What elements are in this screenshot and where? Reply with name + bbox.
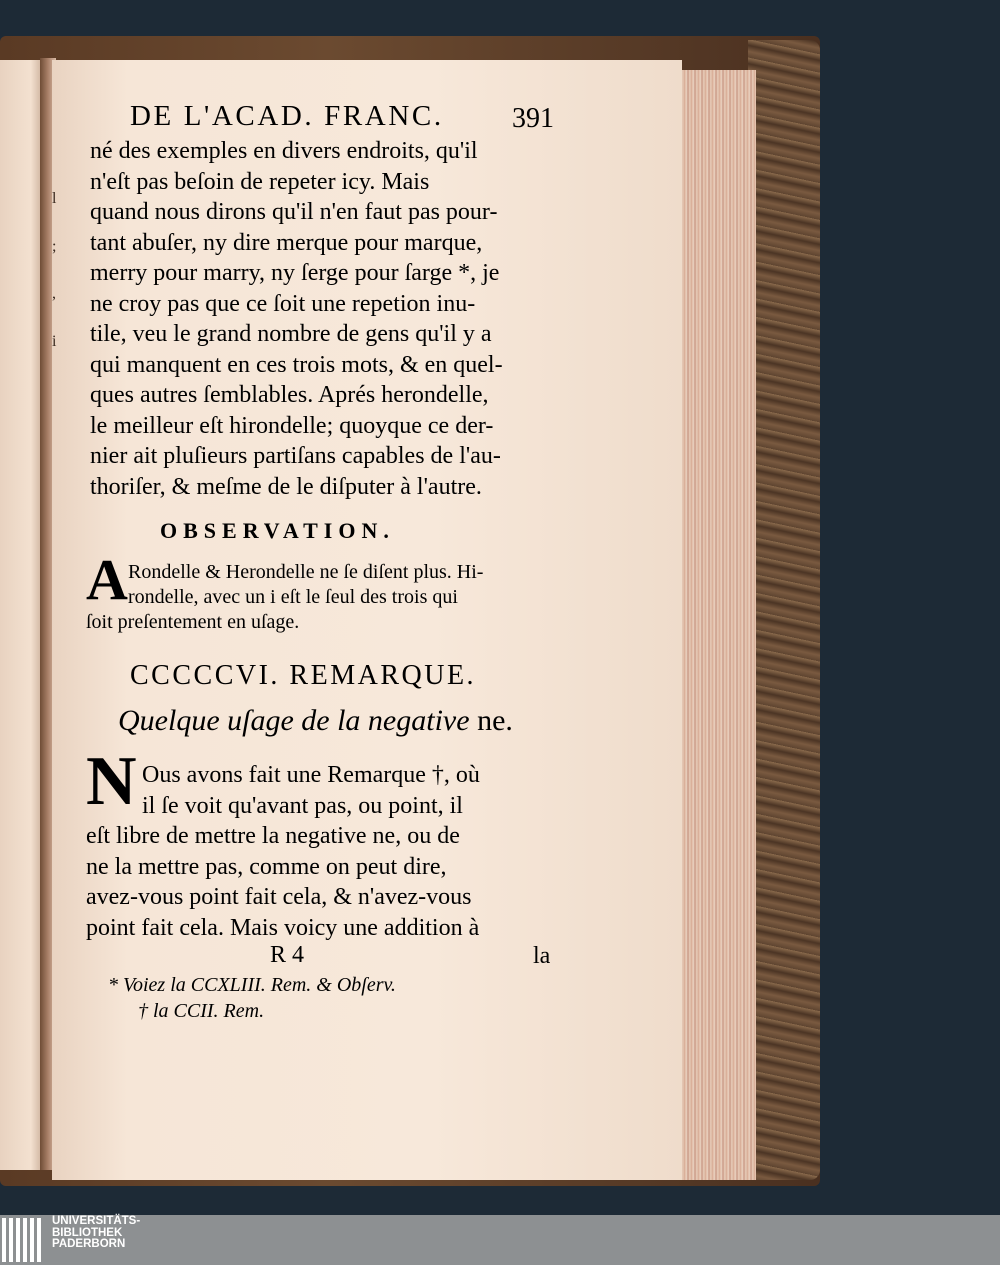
text-line: Rondelle & Herondelle ne ſe diſent plus. Hi- [128,561,484,583]
remark-title: CCCCCVI. REMARQUE. [130,660,477,691]
text-line: qui manquent en ces trois mots, & en quel- [90,351,503,378]
library-name-line: UNIVERSITÄTS- [52,1215,141,1227]
running-head: DE L'ACAD. FRANC. [130,100,444,132]
text-line: point fait cela. Mais voicy une addition à [86,914,480,941]
footnote: * Voiez la CCXLIII. Rem. & Obſerv. [108,974,396,996]
signature-mark: R 4 [270,942,305,968]
text-line: thoriſer, & meſme de le diſputer à l'autre. [90,473,482,500]
remark-subtitle-text: Quelque uſage de la negative [118,704,470,737]
library-logo-icon [2,1218,44,1262]
remark-subtitle [118,704,513,738]
text-line: rondelle, avec un i eſt le ſeul des trois qui [128,586,458,608]
footer-bar [0,1215,1000,1265]
library-name-line: BIBLIOTHEK [52,1226,123,1239]
text-line: merry pour marry, ny ſerge pour ſarge *, je [90,260,500,286]
text-line: ſoit preſentement en uſage. [86,611,300,633]
remark-subtitle-word: ne. [477,704,513,737]
library-name-line: PADERBORN [52,1238,126,1251]
book-cover-edge [748,40,820,1180]
left-page-edge [0,60,44,1170]
text-line: quand nous dirons qu'il n'en faut pas pour- [90,199,498,225]
text-line: ne la mettre pas, comme on peut dire, [86,853,447,880]
body-text [90,136,560,502]
text-line: il ſe voit qu'avant pas, ou point, il [142,792,463,819]
footnote: † la CCII. Rem. [138,1000,265,1022]
footnotes [108,972,396,1024]
remark-dropcap: N [86,743,137,820]
text-line: n'eſt pas beſoin de repeter icy. Mais [90,168,430,195]
observation-dropcap: A [86,547,128,612]
text-line: Ous avons fait une Remarque †, où [142,762,480,788]
observation-text [86,560,558,635]
text-line: eſt libre de mettre la negative ne, ou de [86,823,460,849]
text-line: tant abuſer, ny dire merque pour marque, [90,229,483,256]
observation-title: OBSERVATION. [160,518,395,543]
text-line: le meilleur eſt hirondelle; quoyque ce der- [90,412,494,439]
page-number: 391 [512,103,554,134]
text-line: né des exemples en divers endroits, qu'il [90,138,478,164]
text-line: ne croy pas que ce ſoit une repetion inu- [90,290,476,317]
text-line: avez-vous point fait cela, & n'avez-vous [86,884,472,910]
text-line: tile, veu le grand nombre de gens qu'il y a [90,321,492,347]
page-edges [676,70,756,1180]
catchword: la [533,943,551,969]
text-line: ques autres ſemblables. Aprés herondelle, [90,382,489,408]
left-margin-marks: l ; , i [52,190,57,350]
text-line: nier ait pluſieurs partiſans capables de l'au- [90,443,501,469]
remark-text [86,760,556,943]
library-name [52,1216,140,1251]
